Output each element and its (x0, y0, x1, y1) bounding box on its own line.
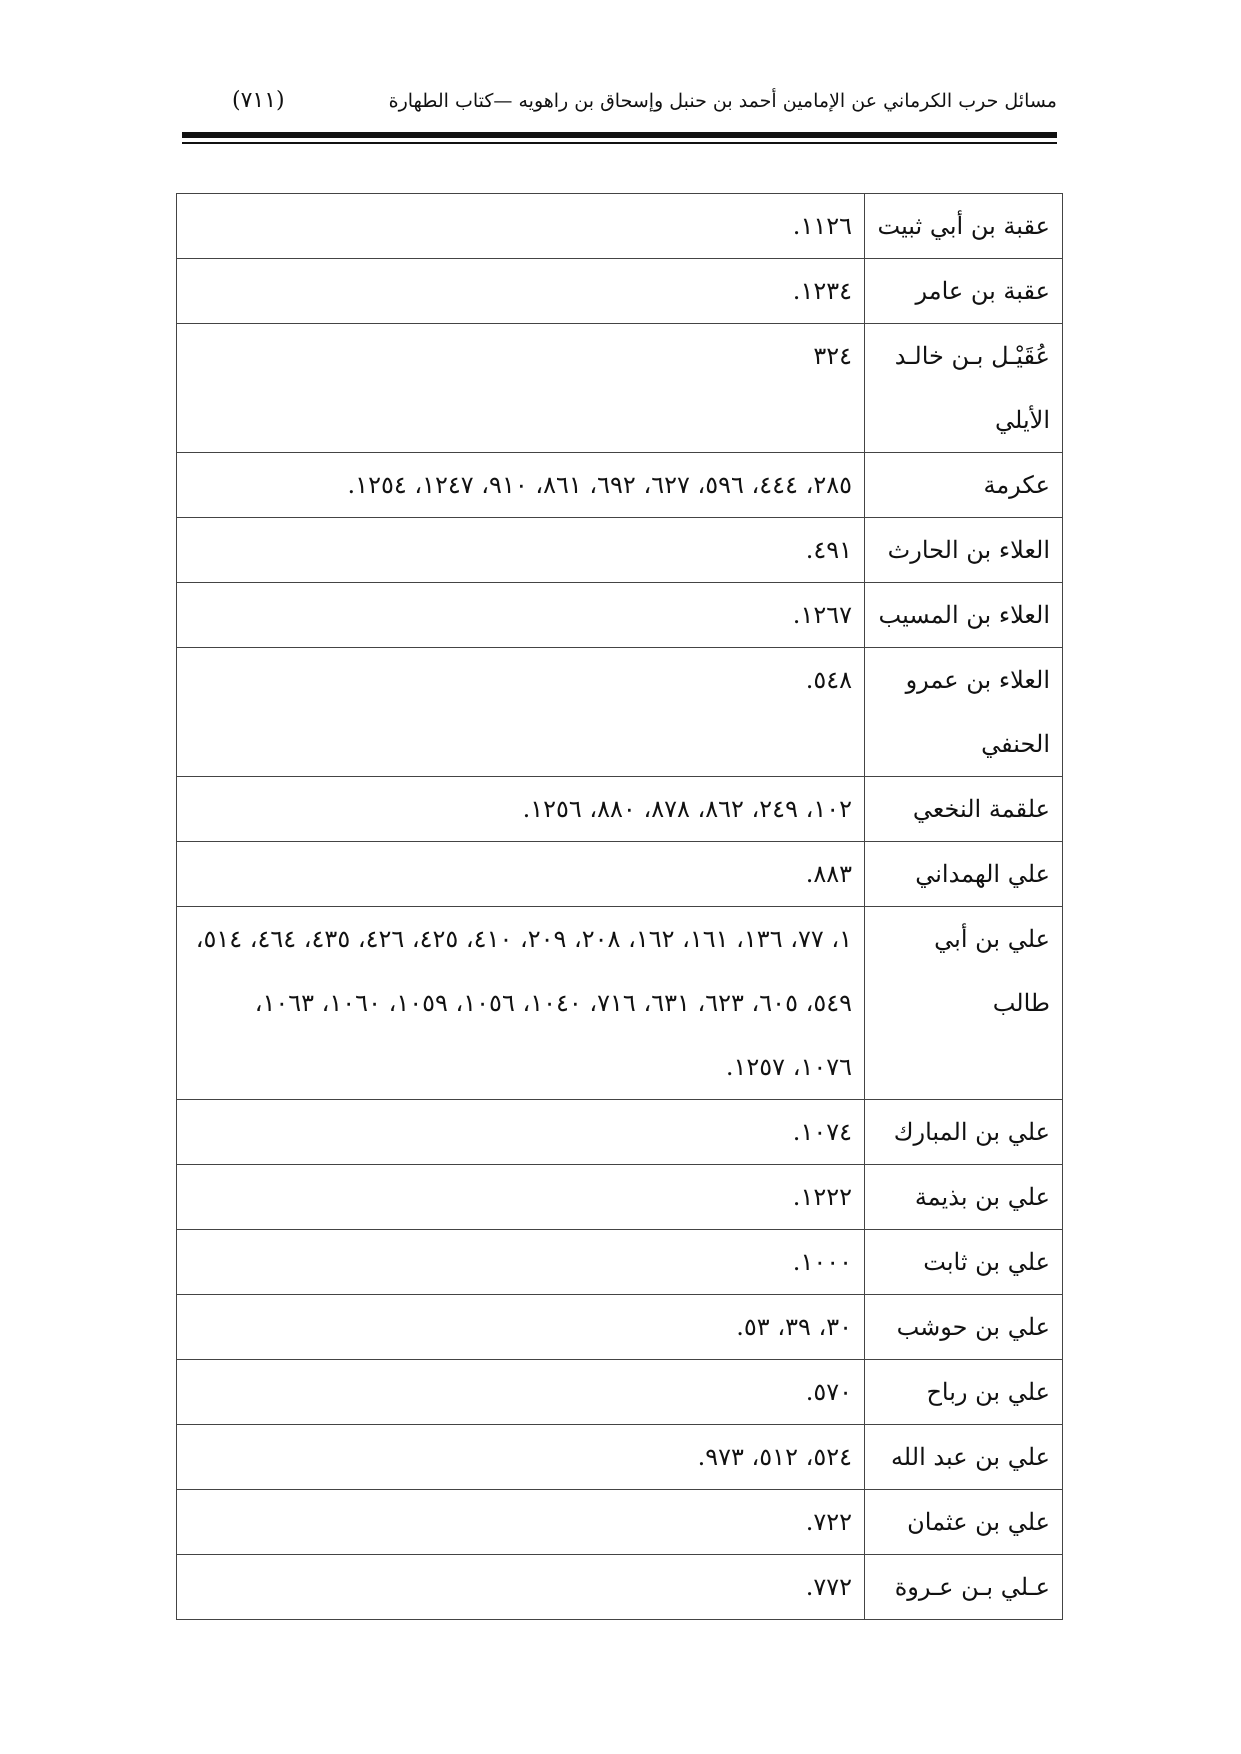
references-cell: ١، ٧٧، ١٣٦، ١٦١، ١٦٢، ٢٠٨، ٢٠٩، ٤١٠، ٤٢٥، ٤٢٦، ٤٣٥، ٤٦٤، ٥١٤، ٥٤٩، ٦٠٥، ٦٢٣، ٦٣١، ٧١٦، ١٠٤٠، ١٠٥٦، ١٠٥٩، ١٠٦٠، ١٠٦٣، ١٠٧٦، ١٢٥٧. (177, 907, 865, 1100)
name-cell: علي بن بذيمة (865, 1165, 1063, 1230)
page-header (182, 86, 1057, 130)
name-cell: علي بن عبد الله (865, 1425, 1063, 1490)
name-cell: عقبة بن أبي ثبيت (865, 194, 1063, 259)
table-row (177, 1295, 1063, 1360)
table-row (177, 1165, 1063, 1230)
header-rule-thick (182, 132, 1057, 138)
name-cell: علي بن أبي طالب (865, 907, 1063, 1100)
references-cell: ٧٧٢. (177, 1555, 865, 1620)
name-cell: علي بن ثابت (865, 1230, 1063, 1295)
references-cell: ٣٠، ٣٩، ٥٣. (177, 1295, 865, 1360)
references-cell: ١٠٧٤. (177, 1100, 865, 1165)
table-row (177, 777, 1063, 842)
table-row (177, 1490, 1063, 1555)
references-cell: ١٠٠٠. (177, 1230, 865, 1295)
name-cell: علي بن رباح (865, 1360, 1063, 1425)
references-cell: ٥٢٤، ٥١٢، ٩٧٣. (177, 1425, 865, 1490)
header-rule-thin (182, 142, 1057, 144)
table-row (177, 1100, 1063, 1165)
references-cell: ١٢٣٤. (177, 259, 865, 324)
name-cell: علي الهمداني (865, 842, 1063, 907)
table-row (177, 259, 1063, 324)
name-cell: علي بن المبارك (865, 1100, 1063, 1165)
table-row (177, 194, 1063, 259)
name-cell: عُقَيْـل بـن خالـد الأيلي (865, 324, 1063, 453)
name-cell: علي بن عثمان (865, 1490, 1063, 1555)
references-cell: ٧٢٢. (177, 1490, 865, 1555)
name-cell: عكرمة (865, 453, 1063, 518)
references-cell: ١٠٢، ٢٤٩، ٨٦٢، ٨٧٨، ٨٨٠، ١٢٥٦. (177, 777, 865, 842)
table-row (177, 518, 1063, 583)
references-cell: ٨٨٣. (177, 842, 865, 907)
references-cell: ٥٤٨. (177, 648, 865, 777)
name-cell: العلاء بن المسيب (865, 583, 1063, 648)
names-index-table (176, 193, 1063, 1620)
name-cell: عـلي بـن عـروة (865, 1555, 1063, 1620)
table-row (177, 583, 1063, 648)
table-row (177, 453, 1063, 518)
table-row (177, 1425, 1063, 1490)
table-row (177, 907, 1063, 1100)
table-row (177, 1360, 1063, 1425)
references-cell: ٣٢٤ (177, 324, 865, 453)
references-cell: ٤٩١. (177, 518, 865, 583)
table-row (177, 1230, 1063, 1295)
running-title: مسائل حرب الكرماني عن الإمامين أحمد بن حنبل وإسحاق بن راهويه —كتاب الطهارة (388, 90, 1057, 112)
table-row (177, 648, 1063, 777)
name-cell: علقمة النخعي (865, 777, 1063, 842)
name-cell: العلاء بن الحارث (865, 518, 1063, 583)
references-cell: ٥٧٠. (177, 1360, 865, 1425)
page-number: (٧١١) (232, 88, 285, 113)
references-cell: ١٢٢٢. (177, 1165, 865, 1230)
references-cell: ١١٢٦. (177, 194, 865, 259)
references-cell: ٢٨٥، ٤٤٤، ٥٩٦، ٦٢٧، ٦٩٢، ٨٦١، ٩١٠، ١٢٤٧، ١٢٥٤. (177, 453, 865, 518)
name-cell: علي بن حوشب (865, 1295, 1063, 1360)
table-row (177, 324, 1063, 453)
name-cell: عقبة بن عامر (865, 259, 1063, 324)
table-row (177, 1555, 1063, 1620)
name-cell: العلاء بن عمرو الحنفي (865, 648, 1063, 777)
table-row (177, 842, 1063, 907)
references-cell: ١٢٦٧. (177, 583, 865, 648)
